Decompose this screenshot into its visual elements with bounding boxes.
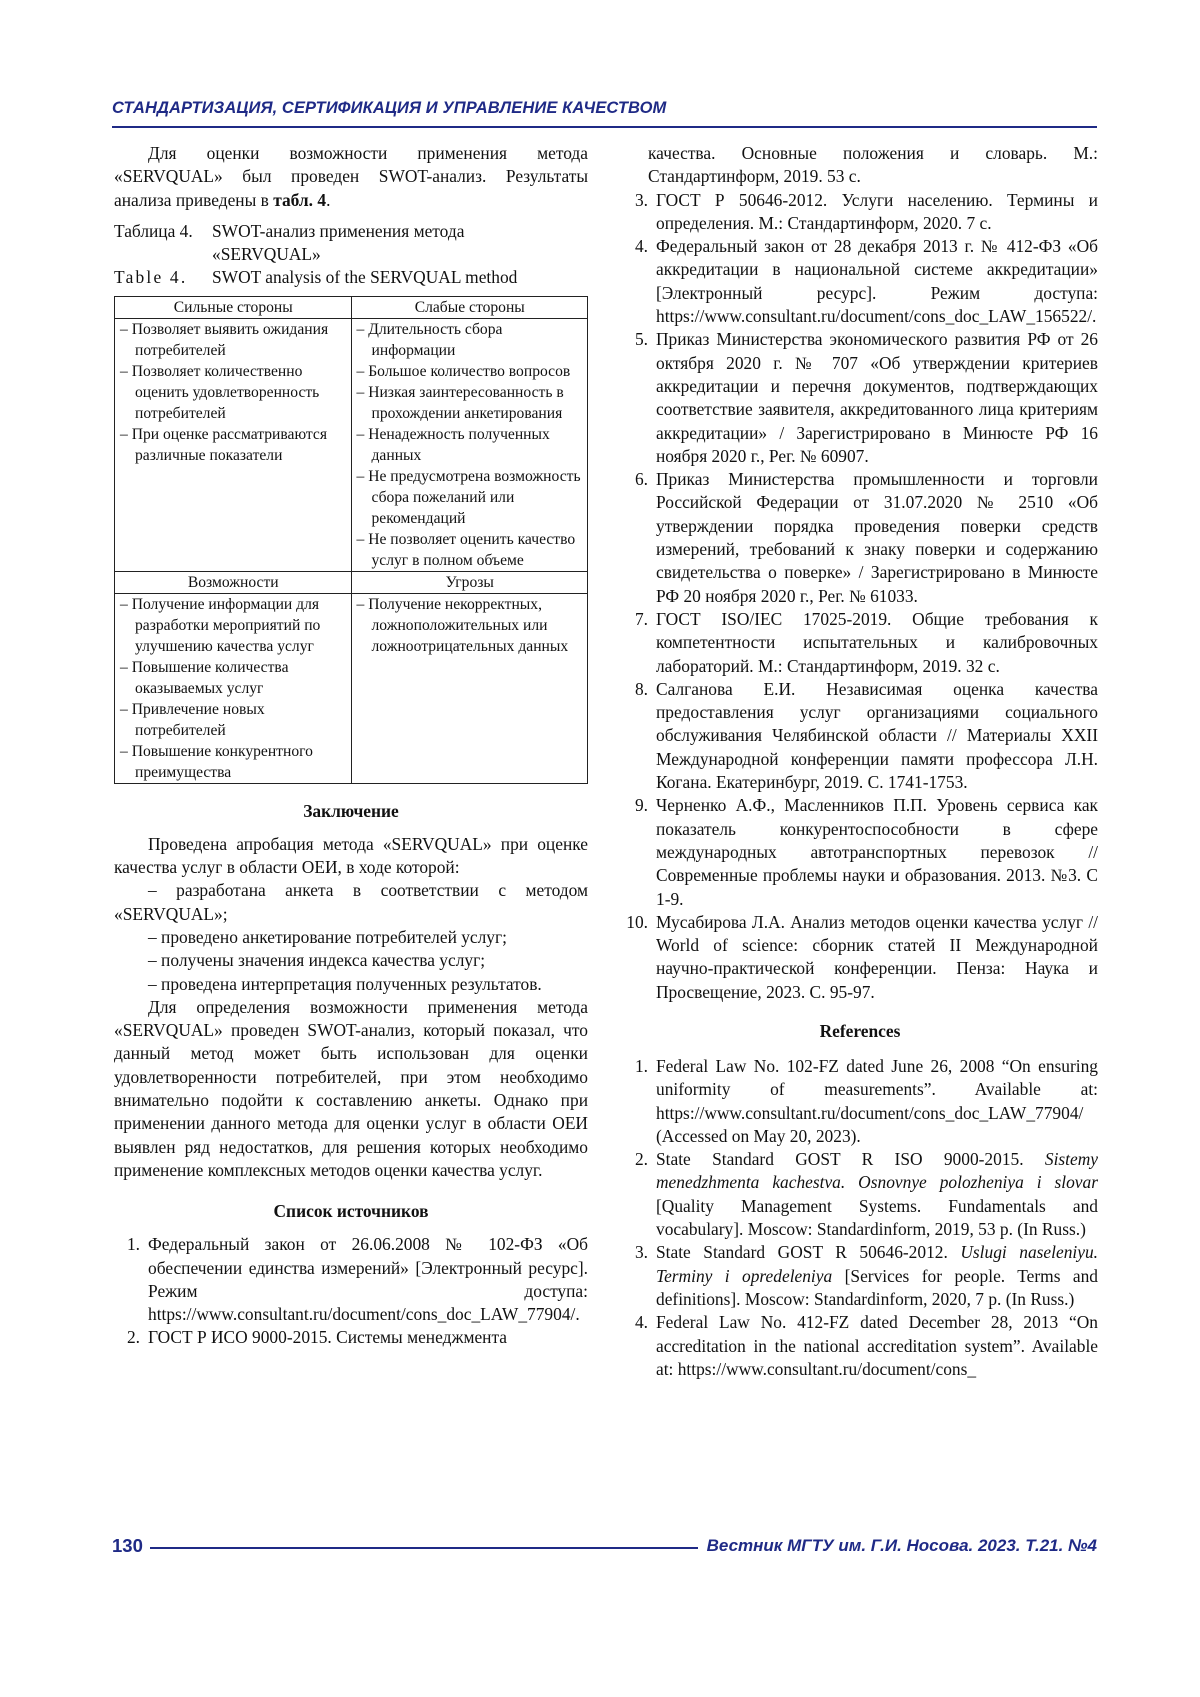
opportunity-item: – Повышение конкурентного преимущества xyxy=(120,742,313,781)
source-item: 10. Мусабирова Л.А. Анализ методов оценки качества услуг // World of science: сборник статей II Международной научно-практической конференции. Пенза: Наука и Просвещение, 2023. С. 95-97. xyxy=(626,911,1098,1002)
source-item: 5. Приказ Министерства экономического развития РФ от 26 октября 2020 г. № 707 «Об утверждении критериев аккредитации и перечня документов, подтверждающих соответствие заявителя, аккредитованного лица критериям аккредитации» / Зарегистрировано в Минюсте РФ 16 ноября 2020 г., Рег. № 60907. xyxy=(634,329,1098,466)
threats-header: Угрозы xyxy=(351,571,588,593)
weakness-item: – Ненадежность полученных данных xyxy=(356,425,550,464)
source-item: 8. Салганова Е.И. Независимая оценка качества предоставления услуг организациями социального обслуживания Челябинской области // Материалы XXII Международной конференции памяти профессора Л.Н. Когана. Екатеринбург, 2019. С. 1741-1753. xyxy=(634,678,1098,793)
references-heading: References xyxy=(819,1020,901,1041)
opportunity-item: – Привлечение новых потребителей xyxy=(120,700,265,739)
source-item: 1. Федеральный закон от 26.06.2008 № 102-ФЗ «Об обеспечении единства измерений» [Электронный ресурс]. Режим доступа: https://www.consultant.ru/document/cons_doc_LAW_77904/. xyxy=(126,1234,588,1325)
conclusion-heading: Заключение xyxy=(303,800,399,821)
table-caption-title-ru: SWOT-анализ применения метода xyxy=(212,220,465,241)
weakness-item: – Не позволяет оценить качество услуг в полном объеме xyxy=(356,530,576,569)
strength-item: – Позволяет количественно оценить удовлетворенность потребителей xyxy=(120,362,320,422)
journal-title: Вестник МГТУ им. Г.И. Носова. 2023. Т.21. №4 xyxy=(706,1536,1097,1555)
weaknesses-cell xyxy=(351,318,588,571)
opportunities-header: Возможности xyxy=(115,571,352,593)
table-caption-label-en: Table 4. xyxy=(114,267,188,288)
source-item: 7. ГОСТ ISO/IEC 17025-2019. Общие требования к компетентности испытательных и калибровочных лабораторий. М.: Стандартинформ, 2019. 32 с. xyxy=(634,608,1098,676)
section-title: СТАНДАРТИЗАЦИЯ, СЕРТИФИКАЦИЯ И УПРАВЛЕНИЕ КАЧЕСТВОМ xyxy=(112,99,667,117)
source-item: 2. ГОСТ Р ИСО 9000-2015. Системы менеджмента xyxy=(126,1327,508,1348)
intro-paragraph xyxy=(114,142,588,212)
source-item: 3. ГОСТ Р 50646-2012. Услуги населению. Термины и определения. М.: Стандартинформ, 2020. 7 с. xyxy=(634,189,1098,233)
strength-item: – При оценке рассматриваются различные показатели xyxy=(120,425,328,464)
table-caption-title-en: SWOT analysis of the SERVQUAL method xyxy=(212,267,518,288)
table-caption-label-ru: Таблица 4. xyxy=(114,220,193,241)
table-caption xyxy=(114,220,588,290)
right-column xyxy=(622,142,1098,1381)
opportunity-item: – Получение информации для разработки мероприятий по улучшению качества услуг xyxy=(120,595,321,655)
intro-text-end: . xyxy=(326,189,331,210)
left-column xyxy=(114,142,588,1350)
strengths-header: Сильные стороны xyxy=(115,296,352,318)
strength-item: – Позволяет выявить ожидания потребителей xyxy=(120,320,329,359)
reference-item: 2. State Standard GOST R ISO 9000-2015. Sistemy menedzhmenta kachestva. Osnovnye polozheniya i slovar [Quality Management Systems. Fundamentals and vocabulary]. Moscow: Standardinform, 2019, 53 p. (In Russ.) xyxy=(634,1149,1098,1240)
source-item: 6. Приказ Министерства промышленности и торговли Российской Федерации от 31.07.2020 № 2510 «Об утверждении порядка проведения поверки средств измерений, требований к знаку поверки и содержанию свидетельства о поверке» / Зарегистрировано в Минюсте РФ 20 ноября 2020 г., Рег. № 61033. xyxy=(634,469,1098,606)
table-reference: табл. 4 xyxy=(273,189,327,210)
intro-text: Для оценки возможности применения метода «SERVQUAL» был проведен SWOT-анализ. Результаты анализа приведены в xyxy=(114,143,588,210)
reference-item: 4. Federal Law No. 412-FZ dated December 28, 2013 “On accreditation in the national accreditation system”. Available at: https://www.consultant.ru/document/cons_ xyxy=(634,1312,1098,1379)
conclusion-item: – получены значения индекса качества услуг; xyxy=(148,950,486,971)
strengths-cell xyxy=(115,318,352,571)
opportunities-cell xyxy=(115,593,352,783)
running-header xyxy=(112,96,1097,128)
footer-rule xyxy=(150,1547,698,1549)
source-item: 9. Черненко А.Ф., Масленников П.П. Уровень сервиса как показатель конкурентоспособности в сфере международных автотранспортных перевозок // Современные проблемы науки и образования. 2013. №3. С 1-9. xyxy=(634,795,1098,909)
references-list xyxy=(622,1055,1098,1381)
sources-heading: Список источников xyxy=(273,1201,429,1222)
conclusion-item: – проведена интерпретация полученных результатов. xyxy=(148,973,542,994)
reference-item: 3. State Standard GOST R 50646-2012. Uslugi naseleniyu. Terminy i opredeleniya [Services for people. Terms and definitions]. Moscow: Standardinform, 2020, 7 p. (In Russ.) xyxy=(634,1242,1098,1309)
table-caption-title-ru-cont: «SERVQUAL» xyxy=(212,244,321,265)
page-number: 130 xyxy=(112,1535,143,1556)
threat-item: – Получение некорректных, ложноположительных или ложноотрицательных данных xyxy=(356,595,569,655)
conclusion-final: Для определения возможности применения метода «SERVQUAL» проведен SWOT-анализ, который показал, что данный метод может быть использован для оценки удовлетворенности потребителей, при этом необходимо внимательно подойти к составлению анкеты. Однако при применении данного метода для оценки услуг в области ОЕИ выявлен ряд недостатков, для решения которых необходимо применение комплексных методов оценки качества услуг. xyxy=(114,996,588,1180)
weakness-item: – Не предусмотрена возможность сбора пожеланий или рекомендаций xyxy=(356,467,581,527)
weakness-item: – Длительность сбора информации xyxy=(356,320,503,359)
source-item: 4. Федеральный закон от 28 декабря 2013 г. № 412-ФЗ «Об аккредитации в национальной системе аккредитации» [Электронный ресурс]. Режим доступа: https://www.consultant.ru/document/cons_doc_LAW_156522/. xyxy=(634,236,1098,327)
opportunity-item: – Повышение количества оказываемых услуг xyxy=(120,658,289,697)
weakness-item: – Низкая заинтересованность в прохождении анкетирования xyxy=(356,383,564,422)
source-item-continued: качества. Основные положения и словарь. М.: Стандартинформ, 2019. 53 с. xyxy=(648,143,1098,187)
weaknesses-header: Слабые стороны xyxy=(351,296,588,318)
conclusion-item: – проведено анкетирование потребителей услуг; xyxy=(148,926,507,947)
weakness-item: – Большое количество вопросов xyxy=(356,362,571,380)
conclusion-lead: Проведена апробация метода «SERVQUAL» при оценке качества услуг в области ОЕИ, в ходе которой: xyxy=(114,833,588,878)
sources-list-left xyxy=(114,1233,588,1349)
swot-table xyxy=(114,296,588,784)
threats-cell xyxy=(351,593,588,783)
sources-list-right xyxy=(622,189,1098,1004)
reference-item: 1. Federal Law No. 102-FZ dated June 26, 2008 “On ensuring uniformity of measurements”. Available at: https://www.consultant.ru/document/cons_doc_LAW_77904/ (Accessed on May 20, 2023). xyxy=(634,1055,1098,1146)
conclusion-item: – разработана анкета в соответствии с методом «SERVQUAL»; xyxy=(114,880,588,924)
